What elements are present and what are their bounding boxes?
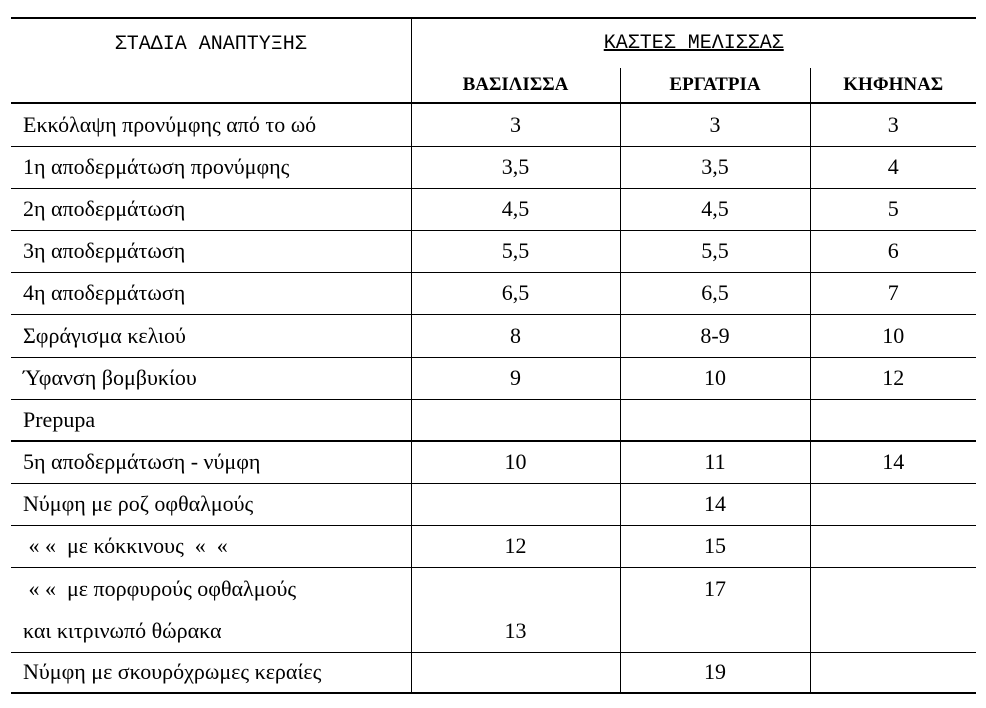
worker-cell: 4,5 [620,188,810,230]
table-row [11,483,976,525]
queen-cell: 5,5 [411,230,620,272]
header-row-1 [11,18,976,68]
worker-header: ΕΡΓΑΤΡΙΑ [620,68,810,103]
table-row [11,399,976,441]
queen-cell: 9 [411,357,620,399]
worker-cell: 15 [620,525,810,567]
stage-cell: Νύμφη με ροζ οφθαλμούς [11,483,411,525]
stage-cell: Σφράγισμα κελιού [11,314,411,357]
stage-cell: Εκκόλαψη προνύμφης από το ωό [11,103,411,146]
queen-cell [411,652,620,693]
table-row [11,188,976,230]
table-row [11,272,976,314]
stage-cell: 4η αποδερμάτωση [11,272,411,314]
drone-cell [810,652,976,693]
drone-cell: 5 [810,188,976,230]
drone-cell [810,567,976,652]
worker-cell: 6,5 [620,272,810,314]
stage-cell [11,567,411,652]
table-row [11,652,976,693]
drone-cell: 14 [810,441,976,483]
development-stages-table [11,17,976,694]
stage-column-header: ΣΤΑΔΙΑ ΑΝΑΠΤΥΞΗΣ [11,18,411,103]
drone-cell: 10 [810,314,976,357]
drone-cell [810,399,976,441]
castes-title: ΚΑΣΤΕΣ ΜΕΛΙΣΣΑΣ [603,32,784,55]
table-row [11,567,976,652]
queen-cell: 10 [411,441,620,483]
drone-cell: 6 [810,230,976,272]
drone-header: ΚΗΦΗΝΑΣ [810,68,976,103]
worker-cell: 17 [620,567,810,652]
stage-cell: « « με κόκκινους « « [11,525,411,567]
table-row [11,146,976,188]
drone-cell: 3 [810,103,976,146]
worker-cell: 10 [620,357,810,399]
queen-cell: 6,5 [411,272,620,314]
worker-cell: 3,5 [620,146,810,188]
drone-cell [810,483,976,525]
table-row [11,230,976,272]
worker-cell: 3 [620,103,810,146]
queen-cell [411,483,620,525]
stage-cell: 5η αποδερμάτωση - νύμφη [11,441,411,483]
table-row [11,441,976,483]
stage-cell: Ύφανση βομβυκίου [11,357,411,399]
queen-header: ΒΑΣΙΛΙΣΣΑ [411,68,620,103]
queen-cell: 8 [411,314,620,357]
queen-cell [411,399,620,441]
table-row [11,314,976,357]
table-row [11,357,976,399]
stage-cell: 1η αποδερμάτωση προνύμφης [11,146,411,188]
queen-cell: 3,5 [411,146,620,188]
stage-cell-line2: και κιτρινωπό θώρακα [23,617,222,643]
worker-cell: 19 [620,652,810,693]
queen-cell: 4,5 [411,188,620,230]
drone-cell [810,525,976,567]
stage-cell: Prepupa [11,399,411,441]
queen-cell: 12 [411,525,620,567]
stage-cell-line1: « « με πορφυρούς οφθαλμούς [23,575,297,601]
worker-cell: 14 [620,483,810,525]
queen-cell: 3 [411,103,620,146]
stage-cell: Νύμφη με σκουρόχρωμες κεραίες [11,652,411,693]
worker-cell: 11 [620,441,810,483]
worker-cell [620,399,810,441]
table-row [11,525,976,567]
worker-cell: 8-9 [620,314,810,357]
drone-cell: 7 [810,272,976,314]
worker-cell: 5,5 [620,230,810,272]
stage-cell: 2η αποδερμάτωση [11,188,411,230]
table-row [11,103,976,146]
drone-cell: 12 [810,357,976,399]
stage-cell: 3η αποδερμάτωση [11,230,411,272]
queen-cell: 13 [411,567,620,652]
drone-cell: 4 [810,146,976,188]
